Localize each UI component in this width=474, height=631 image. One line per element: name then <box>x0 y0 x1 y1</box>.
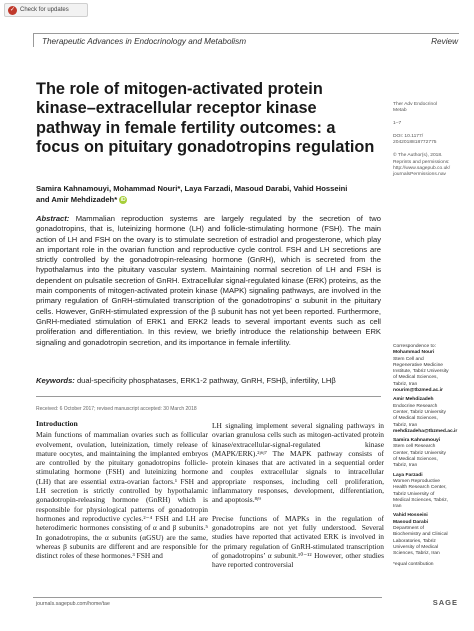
contact-affiliation: Sciences, Tabriz, Iran <box>393 551 440 557</box>
body-column-right <box>212 421 384 578</box>
author-line-1: Samira Kahnamouyi, Mohammad Nouri*, Laya Farzadi, Masoud Darabi, Vahid Hosseini <box>36 184 348 193</box>
contact-affiliation: Center, Tabriz University <box>393 409 446 415</box>
abstract <box>36 214 381 348</box>
meta-copyright: © The Author(s), 2018. <box>393 153 443 159</box>
contact-affiliation: of Medical Sciences, <box>393 416 438 422</box>
contact-block <box>393 397 469 435</box>
article-meta <box>393 102 469 179</box>
keywords-label: Keywords: <box>36 376 75 385</box>
contact-name: Masoud Darabi <box>393 519 429 525</box>
meta-doi-value[interactable]: 2042018818772775 <box>393 140 437 146</box>
contact-affiliation: Center, Tabriz University <box>393 450 446 456</box>
contact-affiliation: Tabriz University of <box>393 491 435 497</box>
body-column-left <box>36 419 208 569</box>
article-title: The role of mitogen-activated protein kinase–extracellular receptor kinase pathway in female fertility outcomes: a focus on pituitary gonadotropins regulation <box>36 80 375 157</box>
intro-paragraph: LH signaling implement several signaling pathways in ovarian granulosa cells such as mitogen-activated protein kinase/extracellular-signal-regulated kinase (MAPK/ERK).²ʲ⁶ʲ⁷ The MAPK pathway consists of protein kinases that are activated in a sequential order and couples extracellular signals to intracellular appropriate responses, including cell proliferation, inflammatory responses, development, differentiation, and apoptosis.⁸ʲ⁹ <box>212 421 384 505</box>
contact-affiliation: of Medical Sciences, <box>393 457 438 463</box>
contact-affiliation: Stem cell Research <box>393 444 436 450</box>
contact-block <box>393 473 469 511</box>
keywords-text: dual-specificity phosphatases, ERK1-2 pathway, GnRH, FSHβ, infertility, LHβ <box>76 376 336 385</box>
contact-block <box>393 438 469 469</box>
contact-affiliation: Stem Cell and <box>393 356 424 362</box>
article-type: Review <box>431 37 458 46</box>
contact-affiliation: Iran <box>393 504 402 510</box>
author-line-2 <box>36 194 381 205</box>
contact-affiliation: University of Medical <box>393 544 439 550</box>
contact-affiliation: Tabriz, Iran <box>393 463 418 469</box>
received-date: Received: 6 October 2017; revised manuscript accepted: 30 March 2018 <box>36 396 381 412</box>
contact-name: Samira Kahnamouyi <box>393 438 441 444</box>
correspondence-sidebar <box>393 344 469 568</box>
contact-affiliation: Women Reproductive <box>393 478 440 484</box>
check-for-updates-label: Check for updates <box>20 7 69 13</box>
intro-paragraph: Precise functions of MAPKs in the regulation of gonadotropins are not yet fully understood. Several studies have reported that activated ERK is involved in the primary regulation of GnRH-stimulated transcription of gonadotropins’ α subunit.¹⁰⁻¹² However, other studies have reported controversial <box>212 513 384 570</box>
journal-name: Therapeutic Advances in Endocrinology and Metabolism <box>42 37 247 46</box>
contact-email-link[interactable]: nourim@tbzmed.ac.ir <box>393 388 443 394</box>
abstract-text: Mammalian reproduction systems are largely regulated by the secretion of two gonadotropins, that is, luteinizing hormone (LH) and follicle-stimulating hormone (FSH). The main action of LH and FSH on the ovary is to stimulate secretion of estradiol and progesterone, which play an important role in the ovarian function and reproductive cycle control. FSH and LH secretions are strictly controlled by the gonadotropin-releasing hormone (GnRH), which is secreted from the hypothalamus into the pituitary vascular system. Maintaining normal secretion of LH and FSH is dependent on pulsatile secretion of GnRH. Extracellular signal-regulated kinase (ERK) proteins, as the main components of mitogen-activated protein kinase (MAPK) signaling pathways, are involved in the primary regulation of GnRH-stimulated transcription of the gonadotropins’ α subunit in the pituitary cells. However, GnRH-stimulated expression of the β subunit has not yet been reported. Furthermore, GnRH-mediated stimulation of ERK1 and ERK2 leads to several important events such as cell proliferation and differentiation. In this review, we briefly introduce the relationship between ERK signaling and gonadotropin secretion, and its importance in female infertility. <box>36 214 381 347</box>
meta-reprints: Reprints and permissions: <box>393 159 450 165</box>
contact-affiliation: Department of <box>393 526 424 532</box>
contact-affiliation: Endocrine Research <box>393 403 438 409</box>
contact-block <box>393 520 469 558</box>
meta-doi-label[interactable]: DOI: 10.1177/ <box>393 134 424 140</box>
meta-line: Metab <box>393 108 407 114</box>
footer-journal-url[interactable]: journals.sagepub.com/home/tae <box>36 601 110 607</box>
contact-affiliation: of Medical Sciences, <box>393 375 438 381</box>
contact-name: Mohammad Nouri <box>393 350 435 356</box>
footer-rule <box>33 597 382 598</box>
meta-permissions-link-2[interactable]: journalsPermissions.nav <box>393 172 447 178</box>
contact-affiliation: Laboratories, Tabriz <box>393 538 436 544</box>
meta-permissions-link[interactable]: http://www.sagepub.co.uk/ <box>393 166 451 172</box>
contact-name: Laya Farzadi <box>393 472 423 478</box>
meta-line: Ther Adv Endocrinol <box>393 102 438 107</box>
check-for-updates-badge[interactable] <box>4 3 88 17</box>
author-list <box>36 183 381 205</box>
intro-paragraph: Main functions of mammalian ovaries such as follicular evolvement, ovulation, luteinization, timely release of mature oocytes, and maintaining the implanted embryos are controlled by the pituitary gonadotropins follicle-stimulating hormone (FSH) and luteinizing hormone (LH) that are essential extra-ovarian factors.¹ FSH and LH secretion is strictly controlled by hypothalamic gonadotropin-releasing hormone (GnRH) which is responsible for physiological patterns of gonadotropin hormones and reproductive cycles.²⁻⁴ FSH and LH are heterodimeric hormones consisting of α and β subunits.⁵ In gonadotropins, the α subunits (αGSU) are the same, whereas β subunits are different and are responsible for distinct roles of these hormones.³ FSH and <box>36 430 208 561</box>
abstract-label: Abstract: <box>36 214 70 223</box>
header-corner-mark <box>33 33 34 47</box>
publisher-logo: SAGE <box>432 598 458 607</box>
contact-block <box>393 350 469 394</box>
keywords <box>36 376 381 387</box>
equal-contribution-note: *equal contribution <box>393 561 434 567</box>
contact-email-link[interactable]: mehdizadeha@tbzmed.ac.ir <box>393 428 458 434</box>
author-line-2-text: and Amir Mehdizadeh* <box>36 195 118 204</box>
contact-name: Vahid Hosseini <box>393 513 428 519</box>
contact-affiliation: Tabriz, Iran <box>393 381 418 387</box>
contact-affiliation: Regenerative Medicine <box>393 362 444 368</box>
meta-pages: 1–7 <box>393 121 402 127</box>
contact-affiliation: Medical Sciences, Tabriz, <box>393 497 449 503</box>
contact-affiliation: Institute, Tabriz University <box>393 369 449 375</box>
orcid-icon[interactable]: iD <box>120 197 126 203</box>
correspondence-heading: Correspondence to: <box>393 344 436 349</box>
contact-name: Amir Mehdizadeh <box>393 397 434 403</box>
contact-affiliation: Tabriz, Iran <box>393 422 418 428</box>
check-updates-icon: ✓ <box>9 6 16 13</box>
contact-affiliation: Biochemistry and Clinical <box>393 532 448 538</box>
contact-affiliation: Health Research Center, <box>393 485 447 491</box>
introduction-heading: Introduction <box>36 419 78 428</box>
